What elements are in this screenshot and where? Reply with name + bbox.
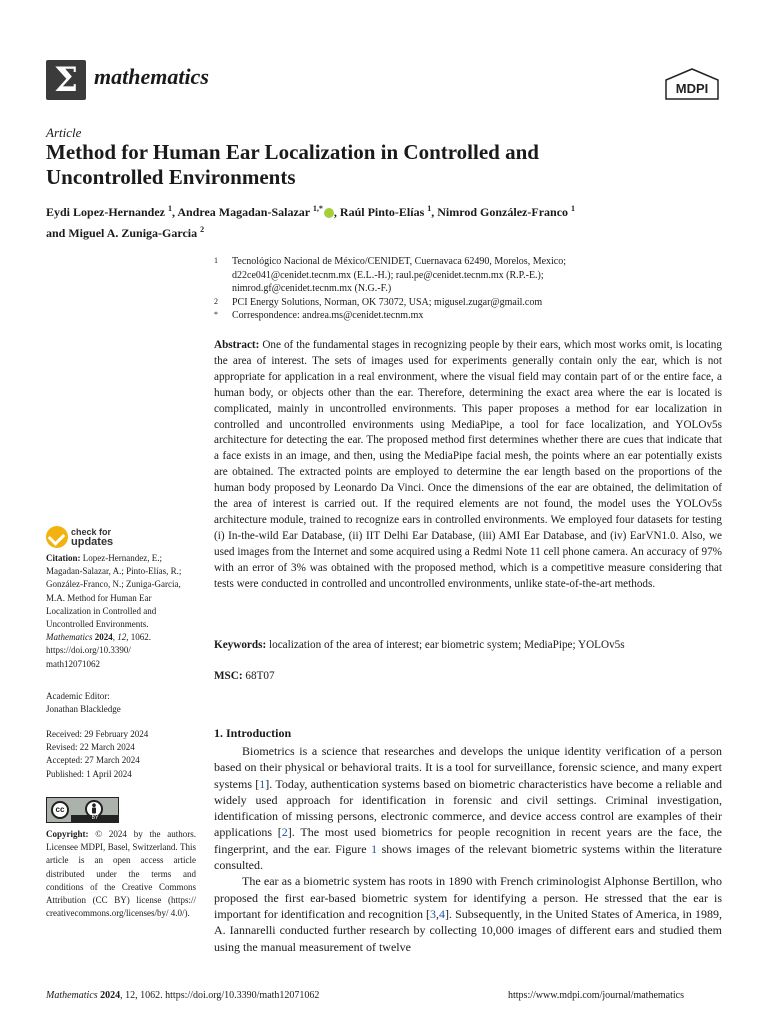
reference-link[interactable]: 3 xyxy=(430,906,437,921)
author-name[interactable]: Eydi Lopez-Hernandez xyxy=(46,205,168,219)
mdpi-logo-text: MDPI xyxy=(675,81,709,96)
journal-name: mathematics xyxy=(94,64,209,89)
check-icon xyxy=(46,526,68,548)
check-for-updates-button[interactable] xyxy=(46,526,126,552)
citation-line: Uncontrolled Environments. xyxy=(46,619,149,630)
msc-text: 68T07 xyxy=(245,670,275,682)
paragraph-text: ]. The most used biometrics for people recognition in recent years are the face, the fingerprint, and the ear. Figure xyxy=(214,825,722,856)
article-type: Article xyxy=(46,125,82,140)
journal-logo xyxy=(46,60,86,100)
editor-name: Jonathan Blackledge xyxy=(46,704,121,715)
mdpi-logo xyxy=(665,68,719,100)
author-name[interactable]: Nimrod González-Franco xyxy=(437,205,572,219)
author-affiliation-sup: 1 xyxy=(571,204,576,213)
intro-paragraph-2 xyxy=(214,873,722,954)
affiliation-line: d22ce041@cenidet.tecnm.mx (E.L.-H.); raul.pe@cenidet.tecnm.mx (R.P.-E.); xyxy=(232,269,544,281)
affiliation-line: Tecnológico Nacional de México/CENIDET, Cuernavaca 62490, Morelos, Mexico; xyxy=(232,256,567,267)
author-name[interactable]: Raúl Pinto-Elías xyxy=(339,205,428,219)
date-item: Accepted: 27 March 2024 xyxy=(46,755,140,766)
date-item: Received: 29 February 2024 xyxy=(46,729,149,739)
paragraph-text: ]. Subsequently, in the United States of America, in 1989, A. Iannarelli conducted further research by collecting 10,000 images of different ears and studied them using the manual measurement of twelve xyxy=(214,906,722,954)
copyright-label: Copyright: xyxy=(46,829,89,839)
author-conjunction: and xyxy=(46,226,69,240)
paragraph-text: ]. Today, authentication systems based on biometric characteristics have become a reliable and widely used approach for identification in forensic and civil settings. Criminal investigation, identification of missing persons, electronic commerce, and device access control are examples of their applications [ xyxy=(214,776,723,840)
abstract xyxy=(214,338,722,593)
citation: Citation: Lopez-Hernandez, E.; Magadan-Salazar, A.; Pinto-Elías, R.; González-Franco, N.; Zuniga-Garcia, M.A. Method for Human Ear Localization in Controlled and Uncontrolled Environments. Mathematics 2024, 12, 1062. https://doi.org/10.3390/ math12071062 xyxy=(46,553,182,669)
abstract-text: One of the fundamental stages in recognizing people by their ears, which most works omit, is locating the area of interest. The sets of images used for experiments generally contain only the ear, which is not appropriate for application in a real environment, where the visual field may contain part of or the entire face, a human body, or objects other than the ear. Therefore, determining the exact area where the ear is located is complicated, mainly in uncontrolled environments. This paper proposes a method for ear localization in controlled and uncontrolled environments using MediaPipe, a tool for face localization, and YOLOv5s architecture for detecting the ear. The proposed method first determines whether there are cues that indicate that a face exists in an image, and then, using the MediaPipe facial mesh, the points where an ear potentially exists are obtained. The extracted points are employed to determine the ear length based on the proportions of the human body proposed by Leonardo Da Vinci. Once the dimensions of the ear are obtained, the delimitation of the area of interest is carried out. If the required elements are not found, the model uses the YOLOv5s architecture module, trained to recognize ears in controlled environments. We employed four datasets for testing (i) In-the-wild Ear Database, (ii) IIT Delhi Ear Database, (iii) AMI Ear Database, and (iv) EarVN1.0. Also, we used images from the Internet and some acquired using a Redmi Note 11 cell phone camera. An accuracy of 97% with an error of 3% was obtained with the proposed method, which is a competitive measure considering that tests were conducted in controlled and uncontrolled environments, unlike state-of-the-art methods. xyxy=(214,339,722,590)
author-list xyxy=(46,200,726,242)
citation-year: 2024 xyxy=(94,632,113,643)
section-heading-introduction: 1. Introduction xyxy=(214,726,292,740)
footer-citation xyxy=(46,990,319,1001)
msc xyxy=(214,668,722,684)
citation-line: Localization in Controlled and xyxy=(46,605,157,616)
citation-journal: Mathematics xyxy=(46,632,95,643)
author-affiliation-sup: 1,* xyxy=(312,204,323,213)
affiliation-line: nimrod.gf@cenidet.tecnm.mx (N.G.-F.) xyxy=(232,283,392,294)
affiliation-number: 1 xyxy=(214,256,218,265)
copyright-text: © 2024 by the authors. Licensee MDPI, Basel, Switzerland. This article is an open access article distributed under the terms and conditions of the Creative Commons Attribution (CC BY) license (https:// creativecommons.org/licenses/by/ 4.0/). xyxy=(46,829,197,919)
footer-rest: , 12, 1062. https://doi.org/10.3390/math12071062 xyxy=(120,990,320,1001)
keywords-text: localization of the area of interest; ear biometric system; MediaPipe; YOLOv5s xyxy=(269,639,625,651)
date-item: Published: 1 April 2024 xyxy=(46,768,132,779)
cc-icon: cc xyxy=(51,801,69,819)
affiliation-number: 2 xyxy=(214,296,218,306)
affiliation-item xyxy=(214,296,734,310)
intro-paragraph-1 xyxy=(214,743,722,873)
date-item: Revised: 22 March 2024 xyxy=(46,742,135,753)
academic-editor xyxy=(46,690,196,716)
footer-year: 2024 xyxy=(100,990,121,1001)
affiliation-item xyxy=(214,309,734,323)
reference-link[interactable]: 4 xyxy=(439,906,446,921)
affiliation-number: * xyxy=(214,310,218,319)
introduction-body xyxy=(214,743,722,955)
citation-doi-link[interactable]: math12071062 xyxy=(46,658,100,669)
author-affiliation-sup: 2 xyxy=(200,225,205,234)
authors-line-1: Eydi Lopez-Hernandez $^1$, Andrea Magadan-Salazar $^{1,*}$ , Raúl Pinto-Elías $^1$, Nimrod González-Franco $^1$ xyxy=(46,204,576,219)
msc-label: MSC: xyxy=(214,670,243,682)
citation-pages: , 1062. xyxy=(126,632,151,643)
title-line-1: Method for Human Ear Localization in Controlled and xyxy=(46,140,539,164)
reference-link[interactable]: 1 xyxy=(371,841,378,856)
cc-by-license-badge[interactable] xyxy=(46,797,119,823)
paragraph-text: , xyxy=(436,906,440,921)
reference-link[interactable]: 1 xyxy=(259,776,266,791)
citation-volume: 12 xyxy=(117,632,127,643)
keywords-label: Keywords: xyxy=(214,639,267,651)
check-line-2: updates xyxy=(71,536,114,548)
author-affiliation-sup: 1 xyxy=(168,204,172,213)
citation-line: Lopez-Hernandez, E.; xyxy=(82,553,162,563)
author-affiliation-sup: 1 xyxy=(427,204,432,213)
check-updates-text xyxy=(71,527,113,547)
citation-line: Magadan-Salazar, A.; Pinto-Elías, R.; xyxy=(46,566,182,577)
orcid-icon[interactable] xyxy=(324,208,334,218)
paragraph-text: Biometrics is a science that researches and develops the unique identity verification of a person based on their physical or behavioral traits. It is a tool for surveillance, forensic science, and many expert systems [ xyxy=(214,744,722,791)
citation-line: M.A. Method for Human Ear xyxy=(46,592,152,603)
check-line-1: check for xyxy=(71,527,112,537)
footer-journal-url[interactable]: https://www.mdpi.com/journal/mathematics xyxy=(508,990,684,1001)
paper-title xyxy=(46,140,726,190)
citation-label: Citation: xyxy=(46,553,83,563)
paragraph-text: The ear as a biometric system has roots in 1890 with French criminologist Alphonse Bertillon, who proposed the first ear-based biometric system for identifying a person. He stressed that the ear is important for identification and recognition [ xyxy=(214,874,722,921)
keywords xyxy=(214,637,722,653)
publication-dates xyxy=(46,728,196,781)
by-label: BY xyxy=(71,815,119,822)
affiliation-line: PCI Energy Solutions, Norman, OK 73072, USA; migusel.zugar@gmail.com xyxy=(232,296,543,308)
affiliation-item xyxy=(214,255,734,296)
abstract-label: Abstract: xyxy=(214,339,260,351)
reference-link[interactable]: 2 xyxy=(281,825,288,840)
paragraph-text: shows images of the relevant biometric systems within the literature consulted. xyxy=(214,841,722,873)
affiliations xyxy=(214,255,734,323)
copyright-notice xyxy=(46,828,196,920)
author-name[interactable]: Miguel A. Zuniga-Garcia xyxy=(68,226,201,240)
citation-line: González-Franco, N.; Zuniga-Garcia, xyxy=(46,579,181,590)
editor-label: Academic Editor: xyxy=(46,691,110,701)
affiliation-line: Correspondence: andrea.ms@cenidet.tecnm.mx xyxy=(232,310,424,321)
title-line-2: Uncontrolled Environments xyxy=(46,165,296,189)
citation-doi-link[interactable]: https://doi.org/10.3390/ xyxy=(46,645,131,656)
sigma-icon: Σ xyxy=(53,60,79,100)
footer-journal: Mathematics xyxy=(46,990,98,1001)
authors-line-2 xyxy=(46,221,726,242)
author-name[interactable]: Andrea Magadan-Salazar xyxy=(177,205,313,219)
